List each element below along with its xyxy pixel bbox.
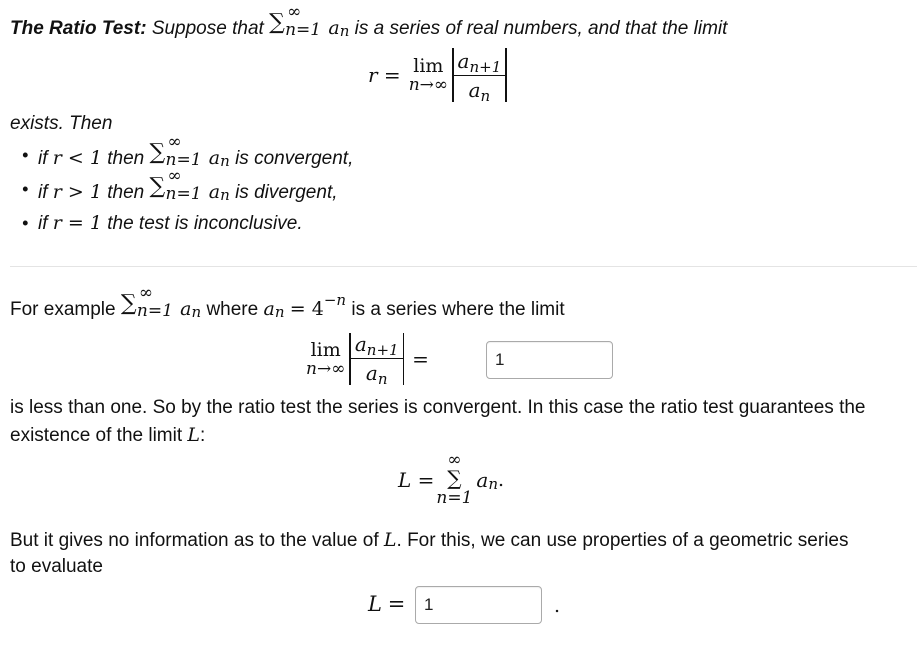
where-text: where: [206, 299, 259, 320]
equals-sign: =: [412, 346, 429, 371]
var-L: L: [383, 529, 397, 551]
numerator: a: [457, 48, 470, 73]
ratio-definition: [368, 48, 507, 105]
result-text: is convergent,: [235, 148, 354, 169]
big-sum: [436, 450, 473, 508]
sum-lower: n=1: [165, 150, 202, 170]
abs-bar-right: [403, 333, 405, 385]
limit-answer-input[interactable]: [486, 341, 613, 379]
term-sub: n: [339, 22, 350, 40]
limit-operator: [306, 339, 345, 379]
term-sub: n: [220, 186, 230, 204]
bullet-divergent: [38, 166, 353, 212]
result-text: is divergent,: [235, 182, 338, 203]
denominator: a: [365, 361, 378, 385]
term-a: a: [208, 181, 221, 203]
ratio-fraction: [351, 332, 403, 388]
colon: :: [200, 425, 206, 446]
lim-subscript: n→∞: [306, 358, 346, 379]
L-answer-input[interactable]: [415, 586, 542, 624]
sigma-symbol: ∑: [447, 466, 462, 490]
bullet-inconclusive: [38, 212, 353, 246]
sum-lower: n=1: [285, 20, 322, 40]
then-text: then: [107, 182, 145, 203]
intro-text: Suppose that: [151, 18, 264, 39]
L-equals: L =: [398, 468, 435, 492]
paragraph-existence: [10, 424, 205, 447]
sum-lower: n=1: [165, 184, 202, 204]
exists-then: exists. Then: [10, 113, 113, 134]
theorem-statement: [10, 2, 728, 40]
L-definition: [398, 452, 504, 508]
lim-text: lim: [310, 338, 341, 361]
sum-upper: ∞: [167, 166, 182, 186]
var-L: L: [187, 424, 201, 446]
sum-upper: ∞: [287, 2, 302, 22]
period: .: [554, 595, 561, 617]
limit-operator: [409, 55, 448, 95]
term-sub: n: [220, 152, 230, 170]
term-a: a: [180, 298, 192, 320]
sum-lower: n=1: [436, 488, 473, 508]
sum-expression: [149, 166, 204, 204]
condition: r > 1: [52, 181, 102, 203]
geometric-text: . For this, we can use properties of a geometric series: [396, 530, 849, 551]
r-equals: r =: [368, 63, 401, 87]
numerator: a: [354, 332, 367, 356]
sigma-symbol: ∑: [149, 174, 166, 199]
conclusion-list: [38, 132, 354, 246]
theorem-title: The Ratio Test:: [10, 18, 147, 39]
term-a: a: [328, 17, 340, 39]
sigma-symbol: ∑: [269, 10, 285, 35]
lim-subscript: n→∞: [408, 75, 449, 95]
if-text: if: [38, 148, 48, 169]
ratio-fraction: [454, 48, 506, 105]
existence-text: existence of the limit: [10, 425, 183, 446]
condition: r = 1: [52, 212, 102, 234]
divider: [10, 266, 917, 267]
period: .: [498, 469, 505, 491]
paragraph-to-evaluate: to evaluate: [10, 556, 103, 577]
no-info-text: But it gives no information as to the value of: [10, 530, 379, 551]
lim-text: lim: [413, 55, 444, 77]
example-limit: [306, 332, 429, 388]
sum-lower: n=1: [136, 301, 173, 321]
term-a: a: [208, 147, 221, 169]
sigma-symbol: ∑: [149, 140, 166, 165]
sigma-symbol: ∑: [120, 291, 137, 316]
intro-text-after: is a series of real numbers, and that the limit: [354, 18, 728, 39]
example-statement: [10, 283, 565, 321]
sum-upper: ∞: [138, 283, 154, 303]
bullet-convergent: [38, 132, 354, 178]
example-lead: For example: [10, 299, 116, 320]
if-text: if: [38, 182, 48, 203]
sum-upper: ∞: [447, 450, 462, 470]
abs-bar-right: [505, 48, 507, 102]
sum-expression: [269, 2, 323, 40]
denominator-sub: n: [480, 86, 491, 105]
denominator: a: [468, 77, 481, 102]
example-tail: is a series where the limit: [351, 299, 565, 320]
if-text: if: [38, 213, 48, 234]
denominator-sub: n: [377, 370, 388, 388]
numerator-sub: n+1: [469, 57, 502, 76]
paragraph-less-than-one: is less than one. So by the ratio test the series is convergent. In this case the ratio test guarantees the: [10, 397, 866, 418]
sum-upper: ∞: [167, 132, 182, 152]
L-eval-lhs: [368, 592, 405, 617]
term-sub: n: [191, 303, 202, 321]
condition: r < 1: [52, 147, 102, 169]
term-sub: n: [488, 475, 499, 493]
an-definition: = 4: [289, 298, 324, 320]
sum-expression: [149, 132, 204, 170]
paragraph-no-information: [10, 529, 849, 552]
then-text: then: [107, 148, 145, 169]
result-text: the test is inconclusive.: [107, 213, 303, 234]
an-exponent: −n: [323, 291, 347, 309]
term-a: a: [476, 468, 489, 492]
sum-expression: [120, 283, 175, 321]
numerator-sub: n+1: [366, 341, 399, 359]
term-sub: n: [274, 303, 285, 321]
term-a: a: [263, 298, 275, 320]
var-L: L: [368, 592, 382, 616]
equals-sign: =: [387, 592, 406, 616]
